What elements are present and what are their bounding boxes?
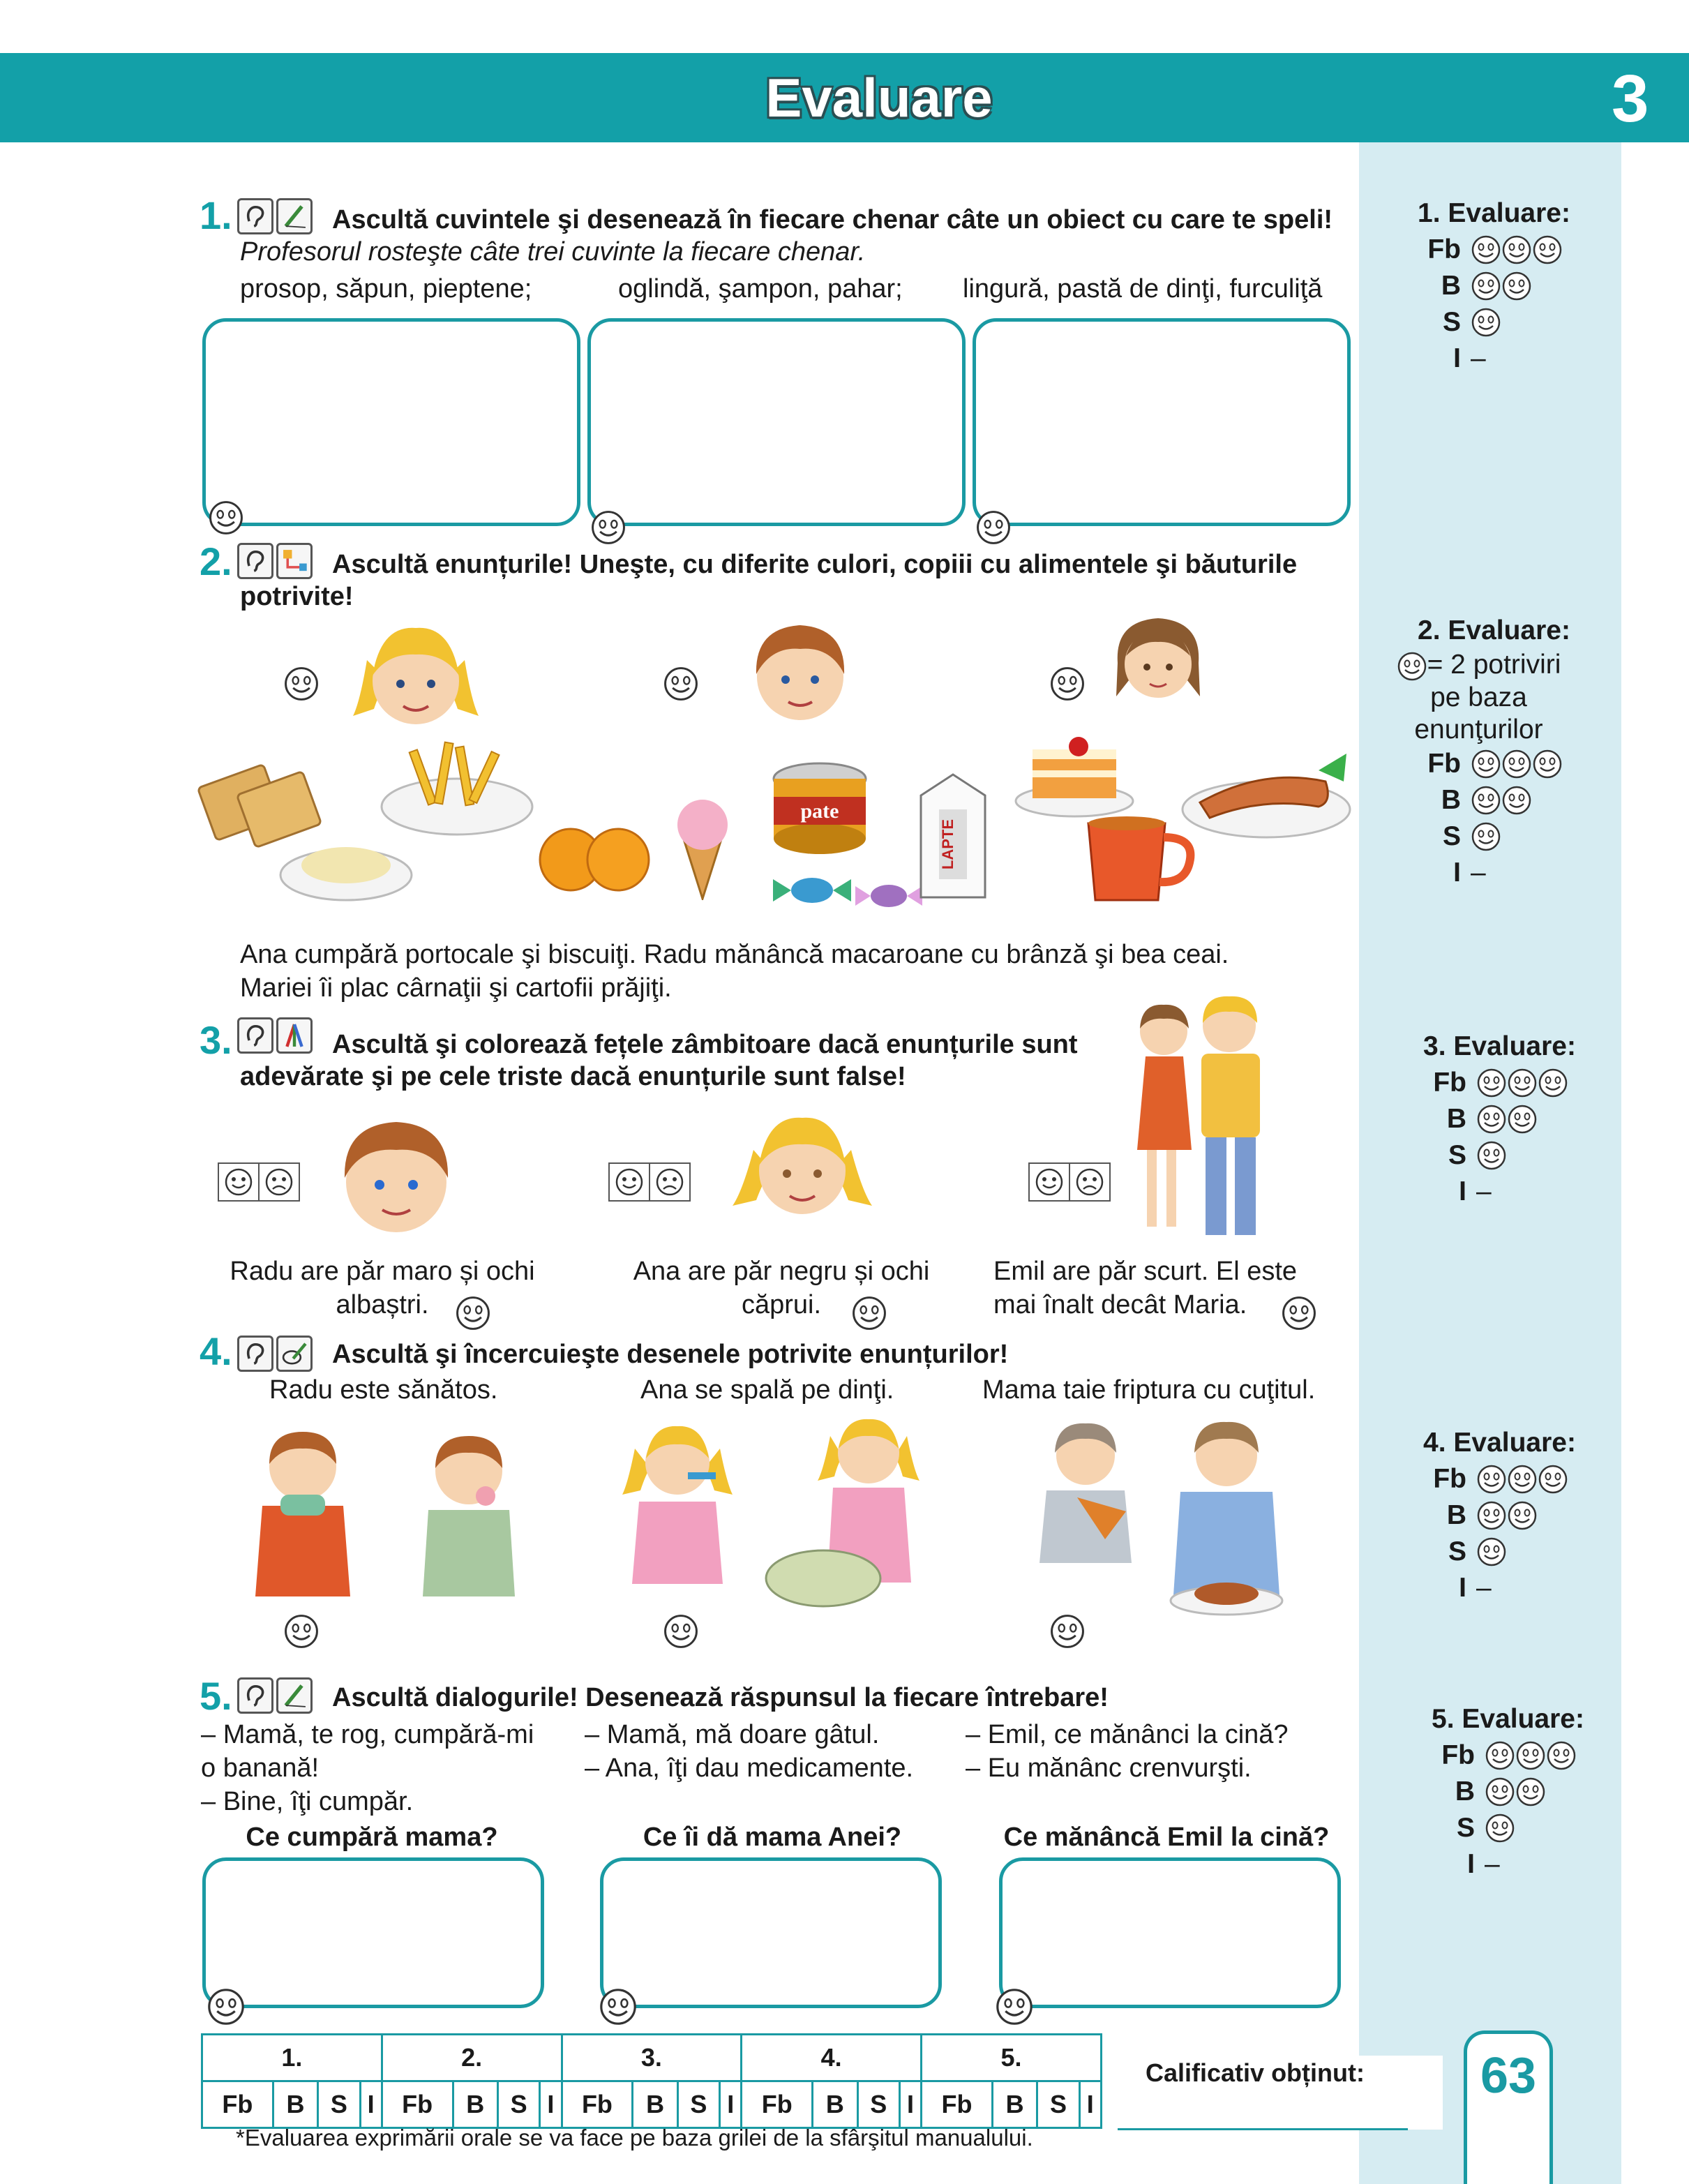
true-false-faces-3[interactable] (1028, 1162, 1111, 1202)
smiley-icon (1507, 1464, 1538, 1495)
smiley-icon[interactable] (608, 1162, 650, 1202)
smiley-icon (1471, 271, 1501, 301)
grid-cell[interactable]: B (273, 2081, 317, 2128)
exercise-3-number: 3. (200, 1018, 232, 1062)
evaluation-level-row (1418, 268, 1570, 304)
evaluation-level-row (1418, 232, 1570, 268)
evaluation-level-label: Fb (1433, 1464, 1466, 1494)
exercise-2-instruction: Ascultă enunțurile! Uneşte, cu diferite culori, copiii cu alimentele şi băuturile potrivite! (240, 550, 1298, 611)
exercise-1-words-2: oglindă, şampon, pahar; (618, 274, 903, 304)
smiley-icon (1501, 271, 1532, 301)
exercise-5-dialog-3: – Emil, ce mănânci la cină? – Eu mănânc crenvurşti. (966, 1720, 1289, 1783)
grid-cell[interactable]: Fb (922, 2081, 993, 2128)
grid-cell[interactable]: I (1079, 2081, 1101, 2128)
unit-number: 3 (1612, 61, 1649, 136)
smiley-icon[interactable] (1049, 666, 1086, 702)
evaluation-block-2 (1414, 613, 1570, 891)
evaluation-note (1387, 649, 1570, 746)
evaluation-level-label: B (1455, 1777, 1475, 1807)
smiley-icon (1485, 1777, 1515, 1807)
evaluation-level-row (1423, 1137, 1576, 1174)
exercise-4-statement-1: Radu este sănătos. (269, 1375, 498, 1405)
exercise-4-number: 4. (200, 1329, 232, 1373)
mother-cutting-steak-illustration[interactable] (1159, 1414, 1292, 1623)
smiley-icon (1515, 1740, 1546, 1771)
exercise-5-question-3: Ce mănâncă Emil la cină? (1003, 1823, 1330, 1852)
smiley-icon (1507, 1068, 1538, 1098)
grid-cell[interactable]: S (318, 2081, 360, 2128)
candies-illustration[interactable] (763, 855, 931, 925)
grid-cell[interactable]: B (813, 2081, 857, 2128)
exercise-5-dialog-2: – Mamă, mă doare gâtul. – Ana, îţi dau medicamente. (585, 1720, 914, 1783)
smiley-icon[interactable] (851, 1295, 887, 1331)
exercise-5-question-2: Ce îi dă mama Anei? (643, 1823, 902, 1852)
smiley-icon (1501, 749, 1532, 779)
evaluation-level-row (1423, 1174, 1576, 1210)
emil-and-maria-illustration (1125, 989, 1278, 1243)
smiley-icon[interactable] (218, 1162, 260, 1202)
grid-cell[interactable]: S (677, 2081, 719, 2128)
sad-face-icon[interactable] (260, 1162, 300, 1202)
svg-text:LAPTE: LAPTE (939, 818, 956, 870)
evaluation-block-1 (1418, 195, 1570, 377)
smiley-icon[interactable] (995, 1987, 1034, 2026)
smiley-icon (1476, 1140, 1507, 1171)
grid-cell[interactable]: B (992, 2081, 1037, 2128)
exercise-4-statement-3: Mama taie friptura cu cuţitul. (982, 1375, 1316, 1405)
evaluation-note-line: = 2 potriviri (1427, 650, 1561, 680)
grid-header-5: 5. (922, 2035, 1102, 2081)
evaluation-level-label: I (1459, 1573, 1466, 1603)
evaluation-level-label: I (1453, 343, 1461, 373)
exercise-3-statement-1: Radu are păr maro și ochi albaștri. (230, 1257, 535, 1319)
boy-radu-face-illustration (328, 1104, 465, 1243)
evaluation-level-row (1423, 1570, 1576, 1606)
oranges-illustration[interactable] (537, 815, 652, 899)
evaluation-title: 4. Evaluare: (1423, 1428, 1576, 1458)
smiley-icon (1538, 1068, 1568, 1098)
smiley-icon (1546, 1740, 1577, 1771)
smiley-icon[interactable] (283, 1613, 320, 1650)
sad-face-icon[interactable] (1070, 1162, 1111, 1202)
evaluation-level-row (1423, 1101, 1576, 1137)
exercise-5-question-1: Ce cumpără mama? (246, 1823, 498, 1852)
evaluation-level-label: B (1441, 784, 1461, 815)
exercise-1-instruction: Ascultă cuvintele şi desenează în fiecare chenar câte un obiect cu care te speli! Profesorul rosteşte câte trei cuvinte la fiecare chenar. (240, 205, 1333, 267)
grid-cell[interactable]: S (857, 2081, 899, 2128)
evaluation-level-row (1418, 341, 1570, 377)
smiley-icon[interactable] (1281, 1295, 1317, 1331)
grid-cell[interactable]: S (498, 2081, 540, 2128)
evaluation-level-row (1418, 818, 1570, 855)
exercise-4-instruction: Ascultă şi încercuieşte desenele potrivite enunțurilor! (332, 1340, 1009, 1369)
grid-header-4: 4. (742, 2035, 922, 2081)
exercise-2-statement-2: Mariei îi plac cârnaţii şi cartofii prăjiţi. (240, 973, 672, 1003)
evaluation-level-label: S (1448, 1536, 1466, 1566)
grid-header-1: 1. (202, 2035, 382, 2081)
smiley-icon (1471, 821, 1501, 852)
grid-cell[interactable]: I (720, 2081, 742, 2128)
evaluation-level-row (1432, 1774, 1584, 1810)
evaluation-level-label: Fb (1427, 748, 1461, 779)
exercise-4-icons (237, 1336, 313, 1372)
smiley-icon (1476, 1104, 1507, 1135)
smiley-icon (1501, 234, 1532, 265)
true-false-faces-2[interactable] (608, 1162, 691, 1202)
ice-cream-illustration[interactable] (670, 795, 735, 900)
evaluation-block-4 (1423, 1425, 1576, 1606)
ana-washing-hands-illustration[interactable] (760, 1408, 928, 1617)
evaluation-note-line: enunţurilor (1414, 714, 1543, 745)
evaluation-level-row (1418, 304, 1570, 341)
score-grid-header-row (202, 2035, 1102, 2081)
evaluation-level-label: Fb (1433, 1068, 1466, 1098)
exercise-1-words-1: prosop, săpun, pieptene; (240, 274, 532, 304)
exercise-4-statement-2: Ana se spală pe dinţi. (640, 1375, 894, 1405)
evaluation-level-label: B (1441, 271, 1461, 301)
evaluation-none-mark: – (1476, 1176, 1492, 1206)
smiley-icon (1476, 1536, 1507, 1567)
drawing-frame-2[interactable] (587, 318, 966, 526)
evaluation-level-label: I (1467, 1849, 1475, 1879)
footnote: *Evaluarea exprimării orale se va face pe baza grilei de la sfârşitul manualului. (236, 2125, 1033, 2151)
smiley-icon (1476, 1068, 1507, 1098)
answer-frame-1[interactable] (202, 1857, 544, 2008)
evaluation-note-line: pe baza (1430, 682, 1527, 712)
smiley-icon[interactable] (663, 666, 699, 702)
page-number: 63 (1480, 2048, 1537, 2104)
grid-cell[interactable]: S (1037, 2081, 1079, 2128)
smiley-icon (1532, 749, 1563, 779)
smiley-icon (1471, 749, 1501, 779)
exercise-5-icons (237, 1677, 313, 1714)
milk-carton-illustration[interactable] (911, 768, 995, 900)
evaluation-level-row (1423, 1497, 1576, 1534)
smiley-icon[interactable] (599, 1987, 638, 2026)
evaluation-level-row (1423, 1461, 1576, 1497)
pencil-icon (276, 1677, 313, 1714)
evaluation-level-label: B (1446, 1104, 1466, 1134)
evaluation-level-label: Fb (1441, 1740, 1475, 1770)
exercise-5-instruction: Ascultă dialogurile! Desenează răspunsul la fiecare întrebare! (332, 1683, 1109, 1712)
smiley-icon (1476, 1464, 1507, 1495)
smiley-icon (1501, 785, 1532, 816)
pate-can-illustration[interactable] (767, 758, 872, 862)
boy-radu-illustration[interactable] (741, 607, 859, 733)
evaluation-level-row (1418, 855, 1570, 891)
smiley-icon (1471, 234, 1501, 265)
smiley-icon (1515, 1777, 1546, 1807)
evaluation-level-label: S (1442, 821, 1461, 851)
smiley-icon (1532, 234, 1563, 265)
exercise-1-number: 1. (200, 193, 232, 237)
answer-frame-2[interactable] (600, 1857, 942, 2008)
grid-cell[interactable]: I (899, 2081, 921, 2128)
evaluation-level-label: S (1442, 307, 1461, 337)
answer-frame-3[interactable] (999, 1857, 1341, 2008)
evaluation-none-mark: – (1485, 1849, 1500, 1879)
evaluation-level-label: Fb (1427, 234, 1461, 264)
evaluation-level-label: S (1456, 1813, 1475, 1843)
smiley-icon (1507, 1104, 1538, 1135)
radu-sick-illustration[interactable] (241, 1422, 364, 1603)
exercise-3-instruction: Ascultă şi colorează fețele zâmbitoare dacă enunțurile sunt adevărate şi pe cele triste dacă enunțurile sunt false! (240, 1030, 1078, 1091)
evaluation-title: 3. Evaluare: (1423, 1031, 1576, 1061)
evaluation-title: 1. Evaluare: (1418, 198, 1570, 228)
grid-header-3: 3. (562, 2035, 742, 2081)
grid-header-2: 2. (382, 2035, 562, 2081)
smiley-icon (1476, 1500, 1507, 1531)
smiley-icon (1485, 1813, 1515, 1843)
grid-cell[interactable]: Fb (382, 2081, 453, 2128)
calificativ-label: Calificativ obținut: (1146, 2058, 1365, 2087)
evaluation-level-label: S (1448, 1140, 1466, 1170)
grid-cell[interactable]: I (540, 2081, 562, 2128)
exercise-5-dialog-1: – Mamă, te rog, cumpără-mi o banană! – Bine, îţi cumpăr. (201, 1720, 534, 1816)
smiley-icon[interactable] (590, 509, 626, 546)
evaluation-level-label: I (1459, 1176, 1466, 1206)
evaluation-level-label: I (1453, 857, 1461, 888)
smiley-icon[interactable] (455, 1295, 491, 1331)
evaluation-block-3 (1423, 1029, 1576, 1210)
drawing-frame-3[interactable] (973, 318, 1351, 526)
evaluation-level-row (1432, 1810, 1584, 1846)
smiley-icon[interactable] (1028, 1162, 1070, 1202)
sad-face-icon[interactable] (650, 1162, 691, 1202)
smiley-icon (1471, 785, 1501, 816)
smiley-icon[interactable] (207, 1987, 246, 2026)
exercise-3-statement-2: Ana are păr negru și ochi căprui. (633, 1257, 930, 1319)
exercise-5-number: 5. (200, 1674, 232, 1718)
exercise-1-words-3: lingură, pastă de dinţi, furculiţă (963, 274, 1323, 304)
evaluation-level-row (1432, 1737, 1584, 1774)
evaluation-title: 2. Evaluare: (1418, 615, 1570, 645)
evaluation-none-mark: – (1476, 1573, 1492, 1603)
grid-cell[interactable]: Fb (202, 2081, 273, 2128)
smiley-icon[interactable] (283, 666, 320, 702)
evaluation-none-mark: – (1471, 343, 1486, 373)
evaluation-level-row (1418, 782, 1570, 818)
evaluation-title: 5. Evaluare: (1432, 1704, 1584, 1734)
evaluation-level-label: B (1446, 1500, 1466, 1530)
cake-illustration[interactable] (1012, 728, 1137, 819)
smiley-icon[interactable] (975, 509, 1012, 546)
smiley-icon (1471, 307, 1501, 338)
true-false-faces-1[interactable] (218, 1162, 300, 1202)
evaluation-block-5 (1432, 1701, 1584, 1883)
grid-cell[interactable]: B (633, 2081, 677, 2128)
ear-icon (237, 1336, 273, 1372)
sausages-illustration[interactable] (1179, 740, 1353, 844)
drawing-frame-1[interactable] (202, 318, 580, 526)
score-grid (201, 2033, 1102, 2129)
evaluation-level-row (1418, 746, 1570, 782)
radu-healthy-illustration[interactable] (409, 1426, 529, 1603)
girl-ana-face-illustration (726, 1101, 879, 1231)
girl-maria-illustration[interactable] (1108, 607, 1208, 712)
grid-cell[interactable]: I (360, 2081, 382, 2128)
ear-icon (237, 1677, 273, 1714)
evaluation-level-row (1432, 1846, 1584, 1883)
exercise-2-statement-1: Ana cumpără portocale şi biscuiţi. Radu mănâncă macaroane cu brânză şi bea ceai. (240, 940, 1229, 969)
page-title: Evaluare (765, 67, 993, 128)
ana-brushing-teeth-illustration[interactable] (618, 1414, 737, 1595)
mother-cutting-paper-illustration[interactable] (1021, 1414, 1150, 1567)
smiley-icon[interactable] (663, 1613, 699, 1650)
smiley-icon (1485, 1740, 1515, 1771)
evaluation-level-row (1423, 1065, 1576, 1101)
cheese-pasta-illustration[interactable] (276, 823, 416, 904)
grid-cell[interactable]: B (453, 2081, 497, 2128)
girl-ana-illustration[interactable] (346, 611, 486, 744)
smiley-icon[interactable] (208, 500, 244, 536)
exercise-3-statement-3: Emil are păr scurt. El este mai înalt decât Maria. (993, 1257, 1298, 1319)
evaluation-none-mark: – (1471, 857, 1486, 888)
circle-pencil-icon (276, 1336, 313, 1372)
smiley-icon (1397, 651, 1427, 682)
grid-cell[interactable]: Fb (562, 2081, 633, 2128)
smiley-icon (1507, 1500, 1538, 1531)
smiley-icon (1538, 1464, 1568, 1495)
evaluation-level-row (1423, 1534, 1576, 1570)
exercise-2-number: 2. (200, 539, 232, 583)
svg-text:pate: pate (800, 800, 839, 823)
calificativ-answer-line[interactable] (1118, 2128, 1408, 2130)
grid-cell[interactable]: Fb (742, 2081, 813, 2128)
smiley-icon[interactable] (1049, 1613, 1086, 1650)
